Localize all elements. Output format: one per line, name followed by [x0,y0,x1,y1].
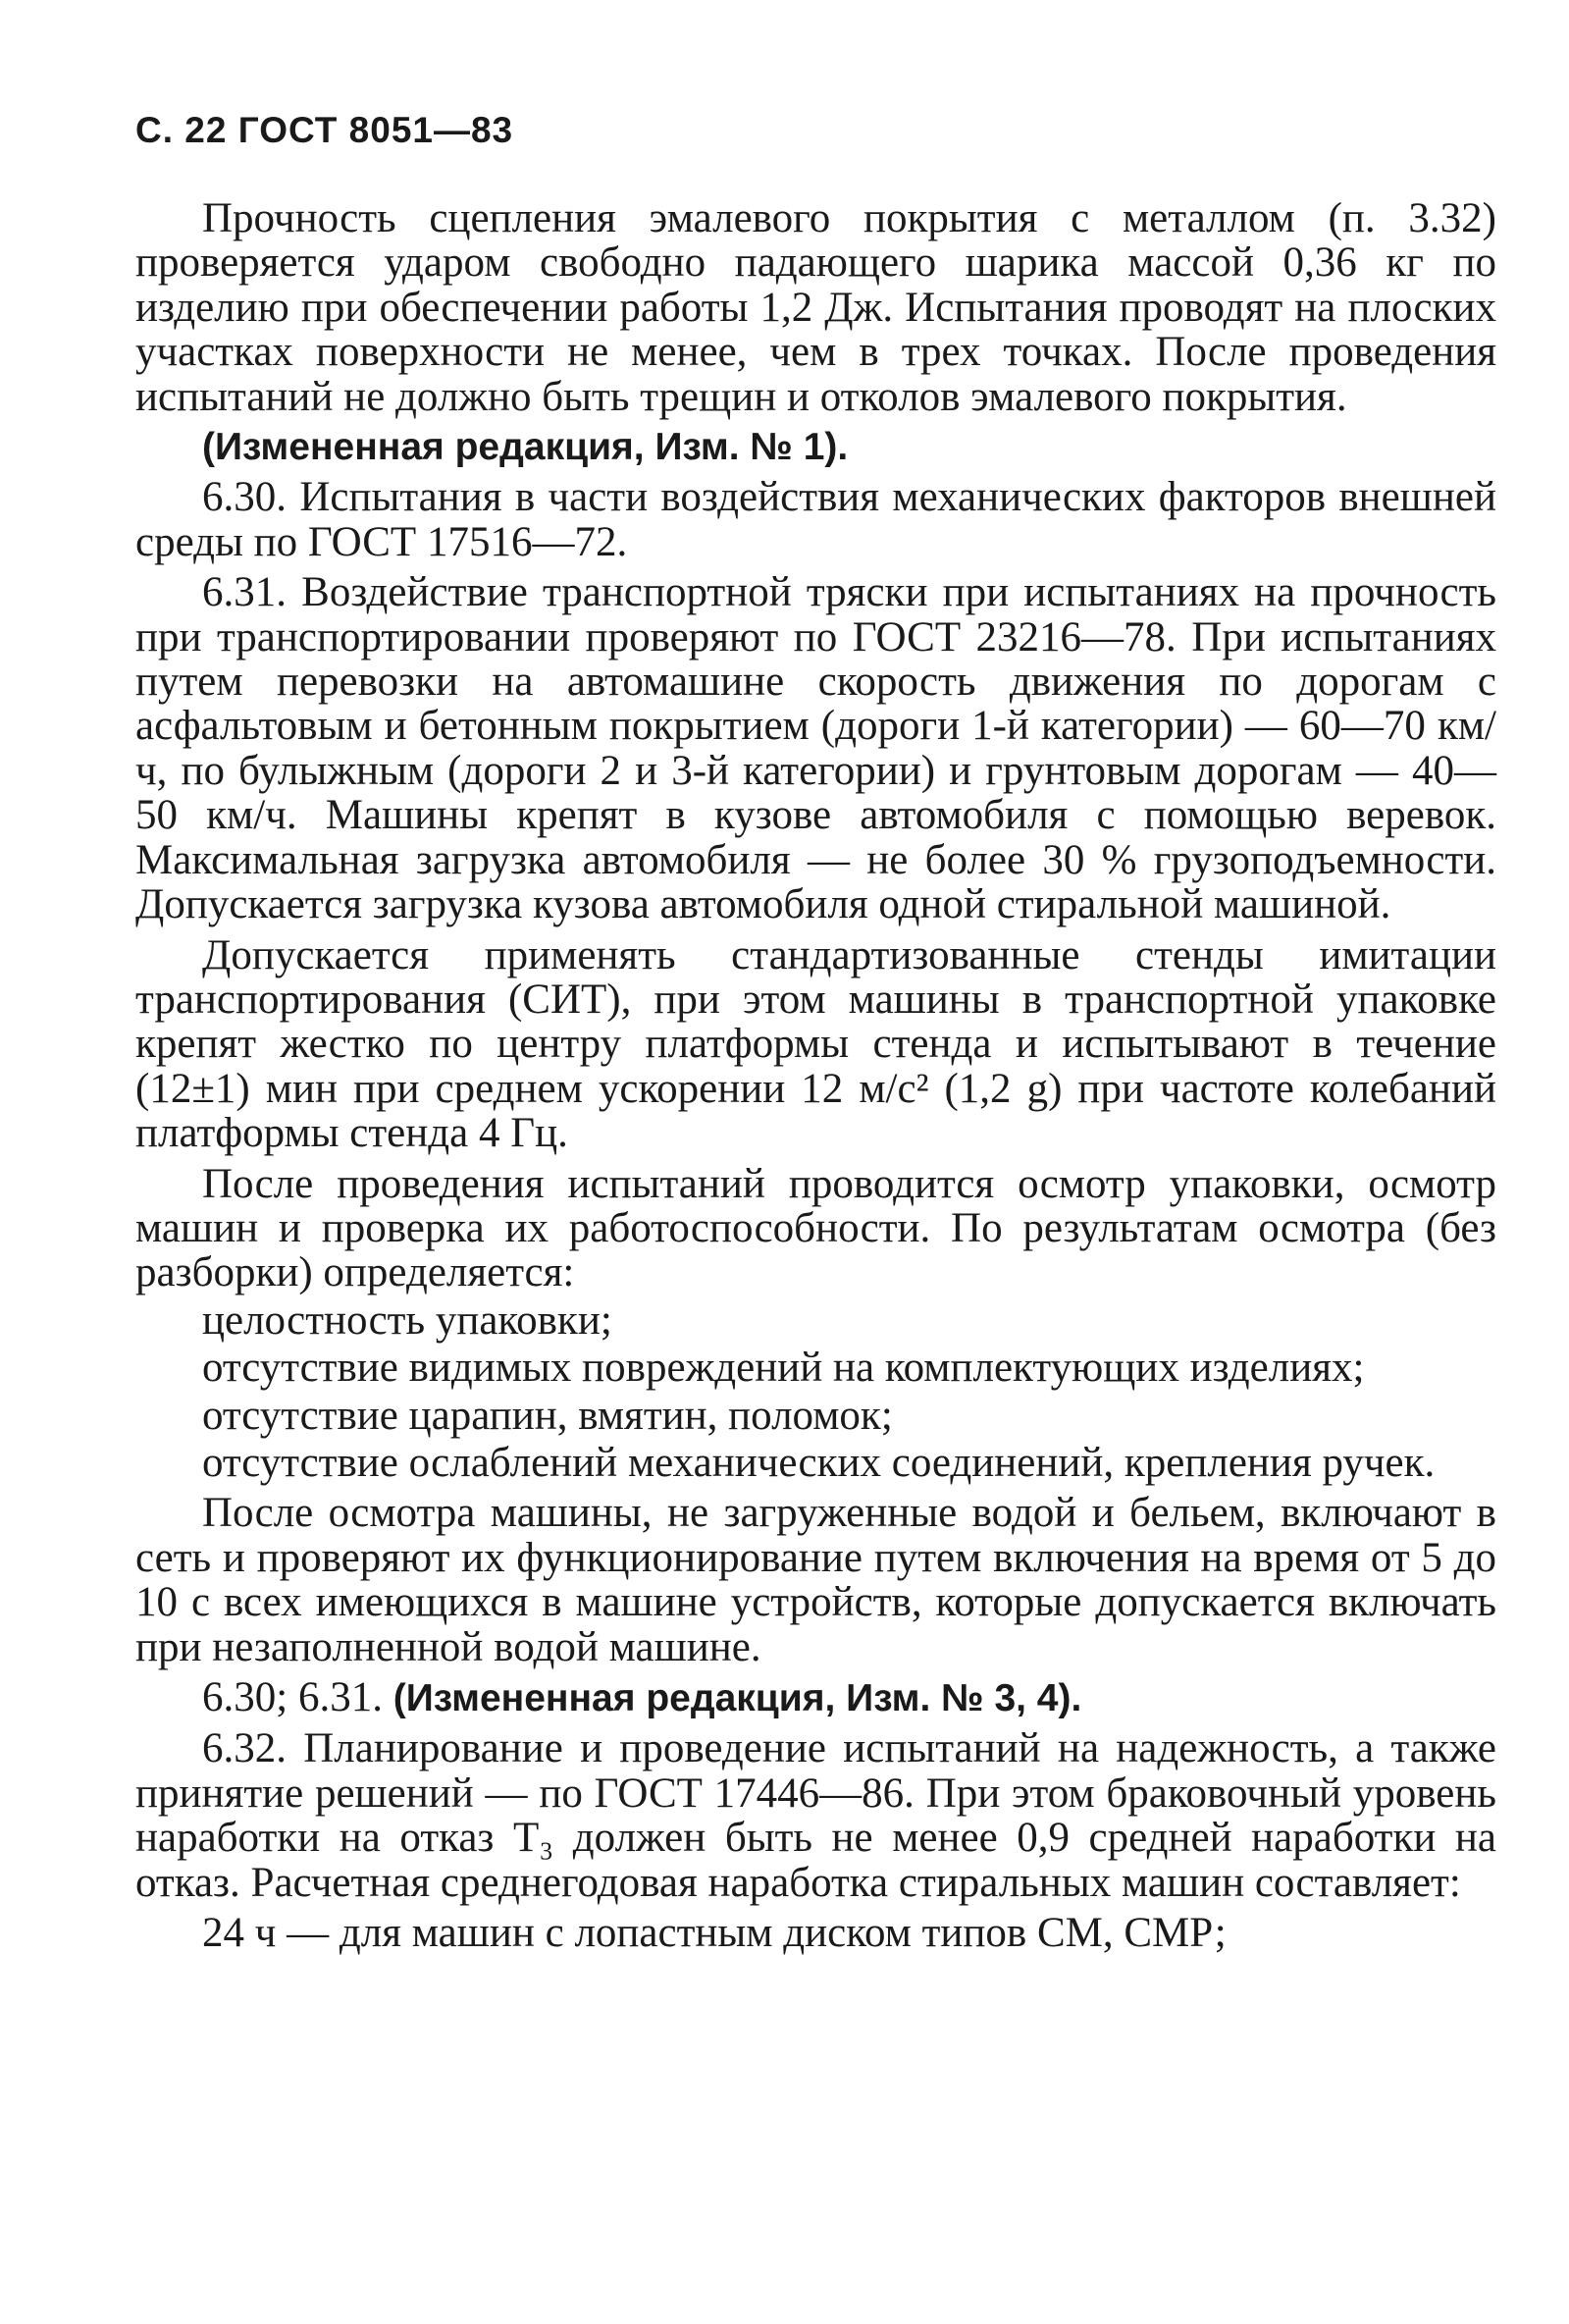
paragraph: 6.32. Планирование и проведение испытаний на надежность, а также принятие решений — по ГОСТ 17446—86. При этом браковочный уровень наработки на отказ Т₃ должен быть не менее 0,9 средней наработки на отказ. Расчетная среднегодовая наработка стиральных машин составляет: [135,1725,1496,1906]
list-item: целостность упаковки; [202,1296,612,1344]
paragraph: 6.31. Воздействие транспортной тряски при испытаниях на прочность при транспортировании проверяют по ГОСТ 23216—78. При испытаниях путем перевозки на автомашине скорость движения по дорогам с асфальтовым и бетонным покрытием (дороги 1-й категории) — 60—70 км/ч, по булыжным (дороги 2 и 3-й категории) и грунтовым дорогам — 40—50 км/ч. Машины крепят в кузове автомобиля с помощью веревок. Максимальная загрузка автомобиля — не более 30 % грузоподъемности. Допускается загрузка кузова автомобиля одной стиральной машиной. [135,569,1496,928]
paragraph: 24 ч — для машин с лопастным диском типов СМ, СМР; [202,1910,1227,1957]
page-header: С. 22 ГОСТ 8051—83 [135,110,514,150]
list-item: отсутствие царапин, вмятин, поломок; [202,1392,893,1439]
paragraph: 6.30. Испытания в части воздействия механических факторов внешней среды по ГОСТ 17516—72. [135,474,1496,565]
amendment-note: (Измененная редакция, Изм. № 1). [202,426,849,469]
paragraph: Прочность сцепления эмалевого покрытия с металлом (п. 3.32) проверяется ударом свободно падающего шарика массой 0,36 кг по изделию при обеспечении работы 1,2 Дж. Испытания проводят на плоских участках поверхности не менее, чем в трех точках. После проведения испытаний не должно быть трещин и отколов эмалевого покрытия. [135,195,1496,420]
paragraph: После осмотра машины, не загруженные водой и бельем, включают в сеть и проверяют их функционирование путем включения на время от 5 до 10 с всех имеющихся в машине устройств, которые допускается включать при незаполненной водой машине. [135,1490,1496,1670]
amendment-line [135,1675,1496,1720]
list-item: отсутствие видимых повреждений на комплектующих изделиях; [202,1345,1365,1392]
amendment-prefix: 6.30; 6.31. [202,1674,393,1720]
paragraph: Допускается применять стандартизованные стенды имитации транспортирования (СИТ), при этом машины в транспортной упаковке крепят жестко по центру платформы стенда и испытывают в течение (12±1) мин при среднем ускорении 12 м/с² (1,2 g) при частоте колебаний платформы стенда 4 Гц. [135,931,1496,1157]
document-body [135,196,1496,1955]
list-item: отсутствие ослаблений механических соединений, крепления ручек. [202,1439,1436,1486]
amendment-note: (Измененная редакция, Изм. № 3, 4). [392,1677,1082,1719]
paragraph: После проведения испытаний проводится осмотр упаковки, осмотр машин и проверка их работоспособности. По результатам осмотра (без разборки) определяется: [135,1160,1496,1296]
